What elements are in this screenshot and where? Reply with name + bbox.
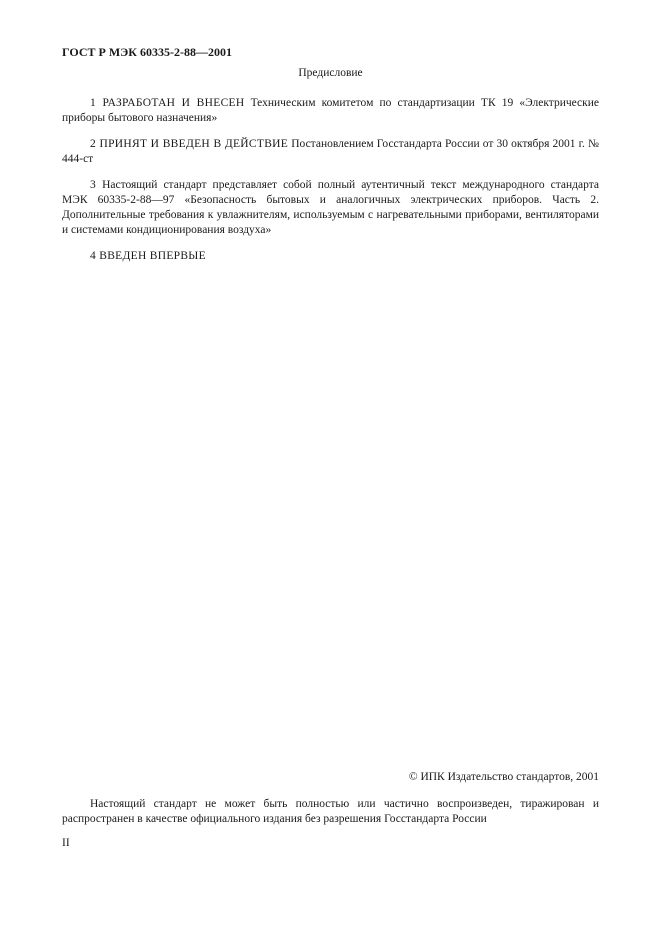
foreword-paragraph-3 — [62, 178, 599, 238]
section-title: Предисловие — [298, 67, 363, 79]
paragraph-lead: 1 РАЗРАБОТАН И ВНЕСЕН — [90, 97, 245, 109]
document-header: ГОСТ Р МЭК 60335-2-88—2001 — [62, 45, 232, 59]
foreword-body — [62, 96, 599, 275]
foreword-paragraph-4 — [62, 249, 599, 264]
paragraph-text: Техническим комитетом по стандартизации ТК 19 «Электрические приборы бытового назначения» — [62, 97, 599, 124]
foreword-paragraph-1 — [62, 96, 599, 126]
foreword-paragraph-2 — [62, 137, 599, 167]
copyright-notice: © ИПК Издательство стандартов, 2001 — [408, 771, 599, 783]
paragraph-text: Настоящий стандарт представляет собой полный аутентичный текст международного стандарта МЭК 60335-2-88—97 «Безопасность бытовых и аналогичных электрических приборов. Часть 2. Дополнительные требования к увлажнителям, используемым с нагревательными приборами, вентиляторами и системами кондиционирования воздуха» — [62, 179, 599, 236]
paragraph-lead: 4 ВВЕДЕН ВПЕРВЫЕ — [90, 250, 206, 262]
page-number: II — [62, 837, 70, 849]
paragraph-text: Постановлением Госстандарта России от 30 октября 2001 г. № 444-ст — [62, 138, 599, 165]
paragraph-lead: 3 — [90, 179, 97, 191]
reproduction-notice: Настоящий стандарт не может быть полностью или частично воспроизведен, тиражирован и распространен в качестве официального издания без разрешения Госстандарта России — [62, 798, 599, 825]
paragraph-lead: 2 ПРИНЯТ И ВВЕДЕН В ДЕЙСТВИЕ — [90, 138, 289, 150]
